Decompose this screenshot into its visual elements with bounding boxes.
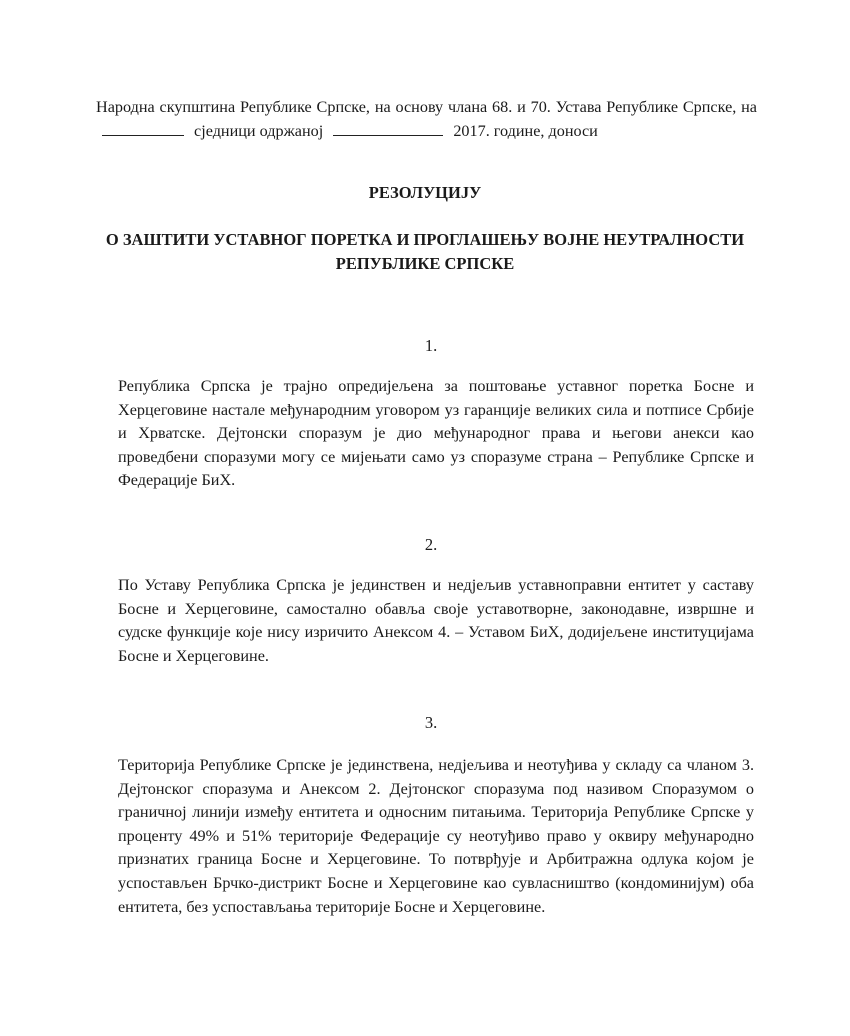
- intro-paragraph: [96, 95, 757, 143]
- intro-text-start: Народна скупштина Републике Српске, на основу члана 68. и 70. Устава Републике Српске, на: [96, 98, 757, 116]
- intro-text-end: 2017. године, доноси: [453, 122, 598, 140]
- document-title: РЕЗОЛУЦИЈУ: [368, 183, 482, 202]
- section-paragraph-1: Република Српска је трајно опредијељена за поштовање уставног поретка Босне и Херцеговине настале међународним уговором уз гаранције великих сила и потписе Србије и Хрватске. Дејтонски споразум је дио међународног права и његови анекси као проведбени споразуми могу се мијењати само уз споразуме страна – Републике Српске и Федерације БиХ.: [118, 377, 754, 490]
- intro-text-middle: сједници одржаној: [194, 122, 324, 140]
- section-number-2: 2.: [424, 535, 438, 554]
- section-paragraph-3: Територија Републике Српске је јединствена, недјељива и неотуђива у складу са чланом 3. Дејтонског споразума и Анексом 2. Дејтонског споразума под називом Споразумом о граничној линији између ентитета и односним питањима. Територија Републике Српске у проценту 49% и 51% територије Федерације су неотуђиво право у оквиру међународно признатих граница Босне и Херцеговине. То потврђује и Арбитражна одлука којом је успостављен Брчко-дистрикт Босне и Херцеговине као сувласништво (кондоминијум) оба ентитета, без успостављања територије Босне и Херцеговине.: [118, 756, 754, 916]
- session-blank-line: [102, 121, 184, 136]
- document-subtitle: О ЗАШТИТИ УСТАВНОГ ПОРЕТКА И ПРОГЛАШЕЊУ ВОЈНЕ НЕУТРАЛНОСТИ РЕПУБЛИКЕ СРПСКЕ: [105, 230, 745, 273]
- section-number-3: 3.: [424, 713, 438, 732]
- date-blank-line: [333, 121, 443, 136]
- section-number-1: 1.: [424, 336, 438, 355]
- section-paragraph-2: По Уставу Република Српска је јединствен и недјељив уставноправни ентитет у саставу Босне и Херцеговине, самостално обавља своје уставотворне, законодавне, извршне и судске функције које нису изричито Анексом 4. – Уставом БиХ, додијељене институцијама Босне и Херцеговине.: [118, 576, 754, 665]
